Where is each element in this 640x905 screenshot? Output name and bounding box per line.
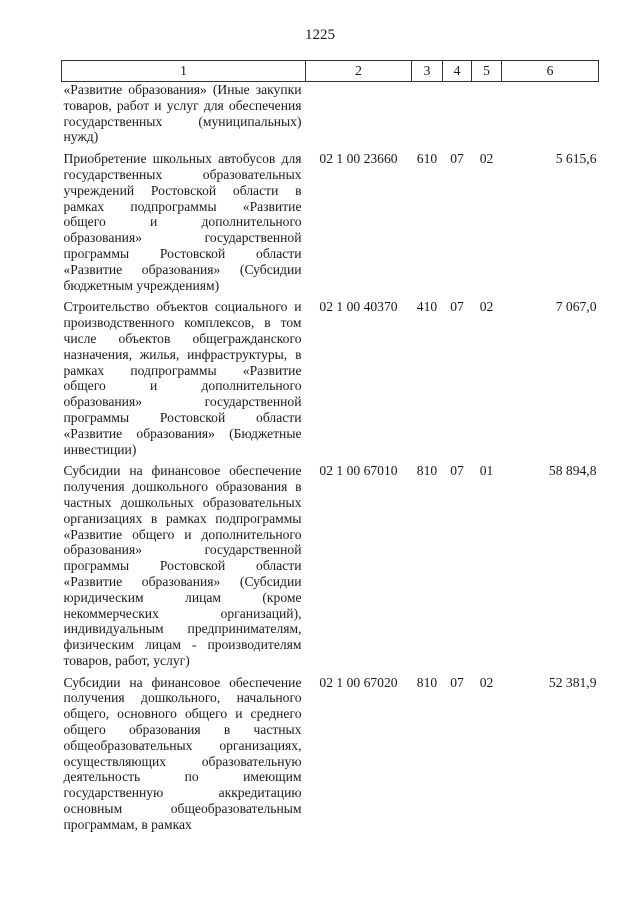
- table-row: [62, 293, 599, 457]
- column-header-3: 3: [412, 61, 443, 82]
- column-header-2: 2: [306, 61, 412, 82]
- row-rz: 07: [450, 299, 464, 315]
- table-row: [62, 669, 599, 833]
- row-pr: 02: [479, 151, 494, 167]
- row-rz: 07: [450, 674, 464, 690]
- row-amount: 7 067,0: [555, 299, 597, 315]
- row-rz: 07: [450, 151, 464, 167]
- row-pr: 02: [479, 674, 494, 690]
- row-vr: 610: [416, 151, 438, 167]
- table-row: [62, 82, 599, 146]
- table-body: [62, 82, 599, 833]
- row-vr: [412, 82, 443, 146]
- column-header-5: 5: [472, 61, 502, 82]
- row-amount: 5 615,6: [555, 151, 597, 167]
- row-vr: 410: [416, 299, 438, 315]
- column-header-4: 4: [443, 61, 472, 82]
- page-number: 1225: [305, 27, 335, 43]
- column-header-1: 1: [62, 61, 306, 82]
- row-code: 02 1 00 23660: [319, 151, 398, 167]
- row-amount: 52 381,9: [548, 674, 597, 690]
- row-code: [306, 82, 412, 146]
- row-name: Приобретение школьных автобусов для государственных образовательных учреждений Ростовской области в рамках подпрограммы «Развитие общего и дополнительного образования» государственной программы Ростовской области «Развитие образования» (Субсидии бюджетным учреждениям): [63, 151, 302, 293]
- row-name: Субсидии на финансовое обеспечение получения дошкольного, начального общего, основного общего и среднего общего образования в частных общеобразовательных организациях, осуществляющих образовательную деятельность по имеющим государственную аккредитацию основным общеобразовательным программам, в рамках: [63, 674, 302, 832]
- row-name: Строительство объектов социального и производственного комплексов, в том числе объектов общегражданского назначения, жилья, инфраструктуры, в рамках подпрограммы «Развитие общего и дополнительного образования» государственной программы Ростовской области «Развитие образования» (Бюджетные инвестиции): [63, 299, 302, 457]
- row-rz: [443, 82, 472, 146]
- row-pr: [472, 82, 502, 146]
- header-row: [62, 61, 599, 82]
- row-amount: [502, 82, 599, 146]
- budget-table: [61, 60, 599, 833]
- table-row: [62, 457, 599, 668]
- row-rz: 07: [450, 463, 464, 479]
- row-name: «Развитие образования» (Иные закупки товаров, работ и услуг для обеспечения государственных (муниципальных) нужд): [63, 82, 302, 145]
- table-header: [62, 61, 599, 82]
- row-code: 02 1 00 40370: [319, 299, 398, 315]
- row-pr: 02: [479, 299, 494, 315]
- column-header-6: 6: [502, 61, 599, 82]
- row-amount: 58 894,8: [548, 463, 597, 479]
- row-code: 02 1 00 67020: [319, 674, 398, 690]
- table-row: [62, 145, 599, 293]
- row-vr: 810: [416, 674, 438, 690]
- row-name: Субсидии на финансовое обеспечение получения дошкольного образования в частных дошкольных образовательных организациях в рамках подпрограммы «Развитие общего и дополнительного образования» государственной программы Ростовской области «Развитие образования» (Субсидии юридическим лицам (кроме некоммерческих организаций), индивидуальным предпринимателям, физическим лицам - производителям товаров, работ, услуг): [63, 463, 302, 668]
- row-code: 02 1 00 67010: [319, 463, 398, 479]
- row-pr: 01: [479, 463, 494, 479]
- row-vr: 810: [416, 463, 438, 479]
